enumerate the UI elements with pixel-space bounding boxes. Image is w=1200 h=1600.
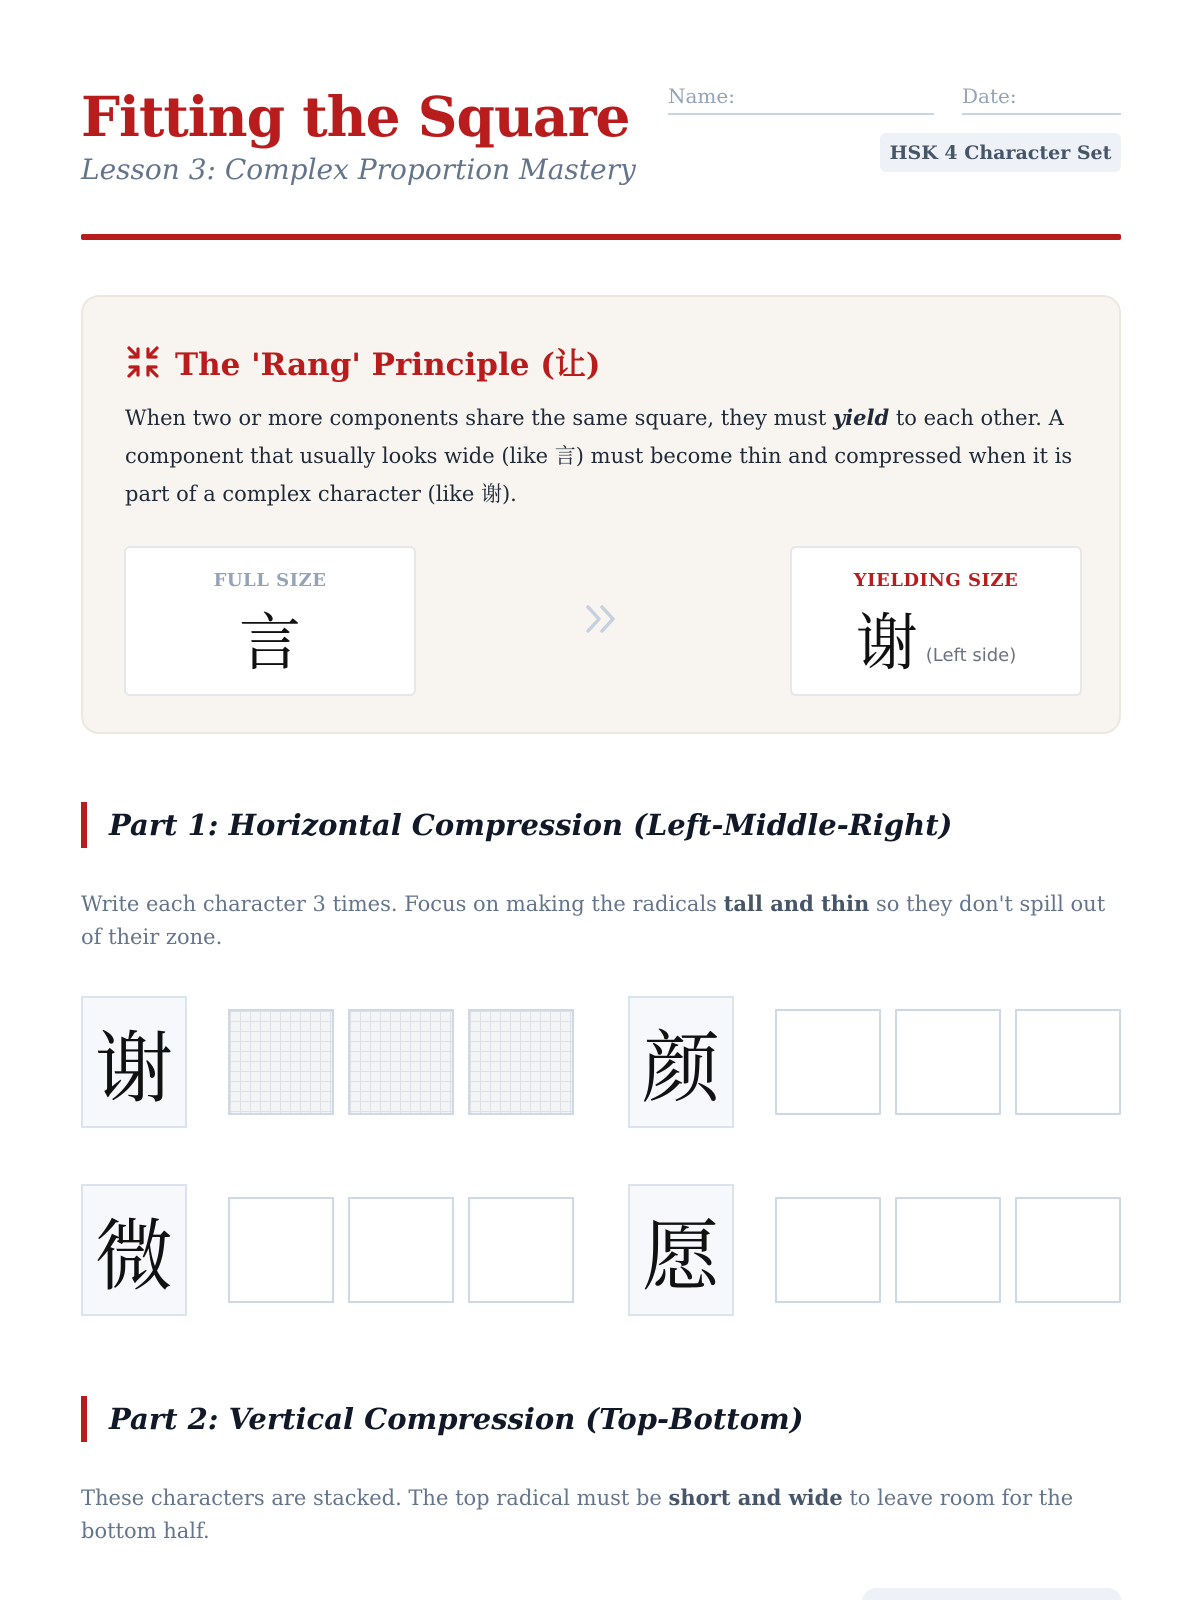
practice-box[interactable]	[228, 1197, 334, 1303]
yielding-size-example	[790, 546, 1082, 696]
worksheet-header	[81, 0, 1121, 245]
model-character: 颜	[628, 996, 734, 1128]
practice-box[interactable]	[895, 1197, 1001, 1303]
header-divider	[81, 234, 1121, 240]
model-character: 谢	[81, 996, 187, 1128]
part1-instructions: Write each character 3 times. Focus on making the radicals tall and thin so they don't spill out of their zone.	[81, 891, 1106, 949]
practice-box[interactable]	[228, 1009, 334, 1115]
part2-instructions: These characters are stacked. The top radical must be short and wide to leave room for the bottom half.	[81, 1485, 1074, 1543]
practice-box[interactable]	[348, 1009, 454, 1115]
practice-box[interactable]	[468, 1009, 574, 1115]
model-character: 愿	[628, 1184, 734, 1316]
name-field[interactable]: Name:	[668, 84, 934, 115]
principle-title: The 'Rang' Principle (让)	[175, 347, 601, 383]
emphasis-yield: yield	[832, 405, 890, 430]
full-size-example	[124, 546, 416, 696]
full-size-character: 言	[238, 606, 301, 679]
yielding-size-note: (Left side)	[925, 645, 1017, 666]
practice-box[interactable]	[775, 1197, 881, 1303]
practice-box[interactable]	[1015, 1009, 1121, 1115]
part2-tag-partial	[862, 1588, 1122, 1600]
yielding-size-label: YIELDING SIZE	[853, 570, 1019, 591]
practice-box[interactable]	[468, 1197, 574, 1303]
page-subtitle: Lesson 3: Complex Proportion Mastery	[81, 153, 636, 186]
full-size-label: FULL SIZE	[213, 570, 327, 591]
principle-heading	[125, 339, 601, 384]
practice-box[interactable]	[895, 1009, 1001, 1115]
practice-box[interactable]	[775, 1009, 881, 1115]
practice-box[interactable]	[348, 1197, 454, 1303]
part2-title: Part 2: Vertical Compression (Top-Bottom)	[81, 1396, 803, 1442]
emphasis-tall-thin: tall and thin	[723, 891, 870, 916]
character-set-badge: HSK 4 Character Set	[880, 133, 1121, 172]
yielding-size-character: 谢	[855, 606, 918, 679]
practice-box[interactable]	[1015, 1197, 1121, 1303]
model-character: 微	[81, 1184, 187, 1316]
double-chevron-right-icon	[580, 599, 622, 639]
compress-arrows-icon	[125, 344, 161, 380]
date-field[interactable]: Date:	[962, 84, 1121, 115]
page-title: Fitting the Square	[81, 84, 630, 149]
rang-principle-panel	[81, 295, 1121, 734]
part1-title: Part 1: Horizontal Compression (Left-Middle-Right)	[81, 802, 952, 848]
emphasis-short-wide: short and wide	[668, 1485, 843, 1510]
principle-description: When two or more components share the same square, they must yield to each other. A component that usually looks wide (like 言) must become thin and compressed when it is part of a complex character (like 谢).	[125, 405, 1073, 506]
